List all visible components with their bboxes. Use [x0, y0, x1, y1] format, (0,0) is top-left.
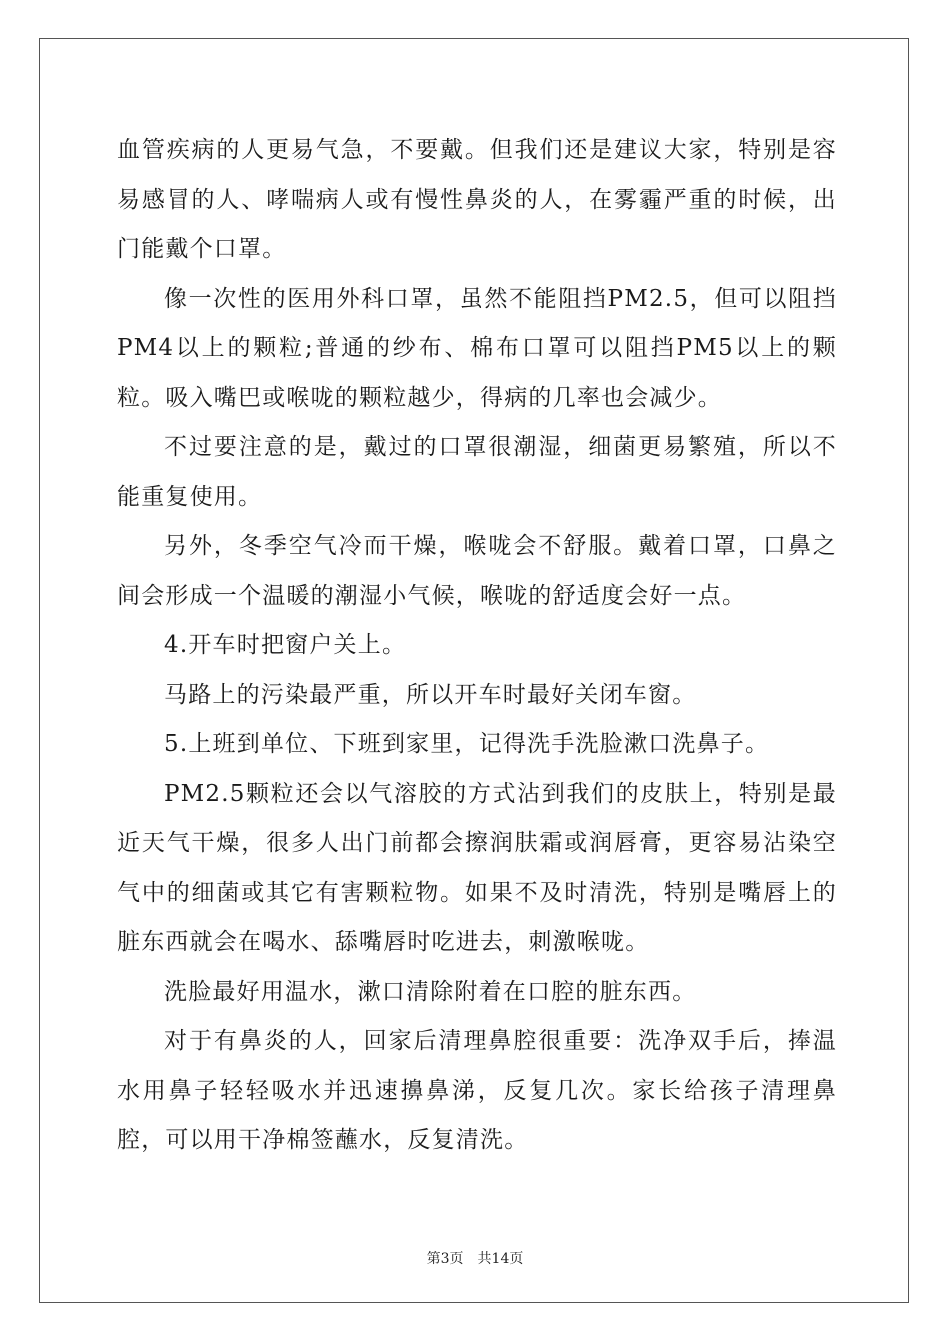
- paragraph: 像一次性的医用外科口罩，虽然不能阻挡PM2.5，但可以阻挡PM4以上的颗粒;普通的纱布、棉布口罩可以阻挡PM5以上的颗粒。吸入嘴巴或喉咙的颗粒越少，得病的几率也会减少。: [117, 285, 837, 411]
- page-total: 共14页: [477, 1251, 524, 1267]
- page-number: 第3页: [426, 1251, 464, 1267]
- paragraph: PM2.5颗粒还会以气溶胶的方式沾到我们的皮肤上，特别是最近天气干燥，很多人出门前都会擦润肤霜或润唇膏，更容易沾染空气中的细菌或其它有害颗粒物。如果不及时清洗，特别是嘴唇上的脏东西就会在喝水、舔嘴唇时吃进去，刺激喉咙。: [117, 780, 837, 955]
- paragraph-continued: 血管疾病的人更易气急，不要戴。但我们还是建议大家，特别是容易感冒的人、哮喘病人或有慢性鼻炎的人，在雾霾严重的时候，出门能戴个口罩。: [117, 137, 837, 262]
- list-heading-5: 5.上班到单位、下班到家里，记得洗手洗脸漱口洗鼻子。: [164, 731, 770, 757]
- page-footer: [0, 1248, 950, 1268]
- document-body: [117, 126, 837, 1166]
- paragraph: 不过要注意的是，戴过的口罩很潮湿，细菌更易繁殖，所以不能重复使用。: [117, 434, 837, 510]
- paragraph: 马路上的污染最严重，所以开车时最好关闭车窗。: [164, 681, 697, 708]
- paragraph: 对于有鼻炎的人，回家后清理鼻腔很重要：洗净双手后，捧温水用鼻子轻轻吸水并迅速擤鼻涕，反复几次。家长给孩子清理鼻腔，可以用干净棉签蘸水，反复清洗。: [117, 1028, 837, 1153]
- paragraph: 另外，冬季空气冷而干燥，喉咙会不舒服。戴着口罩，口鼻之间会形成一个温暖的潮湿小气候，喉咙的舒适度会好一点。: [117, 533, 837, 609]
- paragraph: 洗脸最好用温水，漱口清除附着在口腔的脏东西。: [164, 978, 697, 1005]
- list-heading-4: 4.开车时把窗户关上。: [164, 632, 407, 658]
